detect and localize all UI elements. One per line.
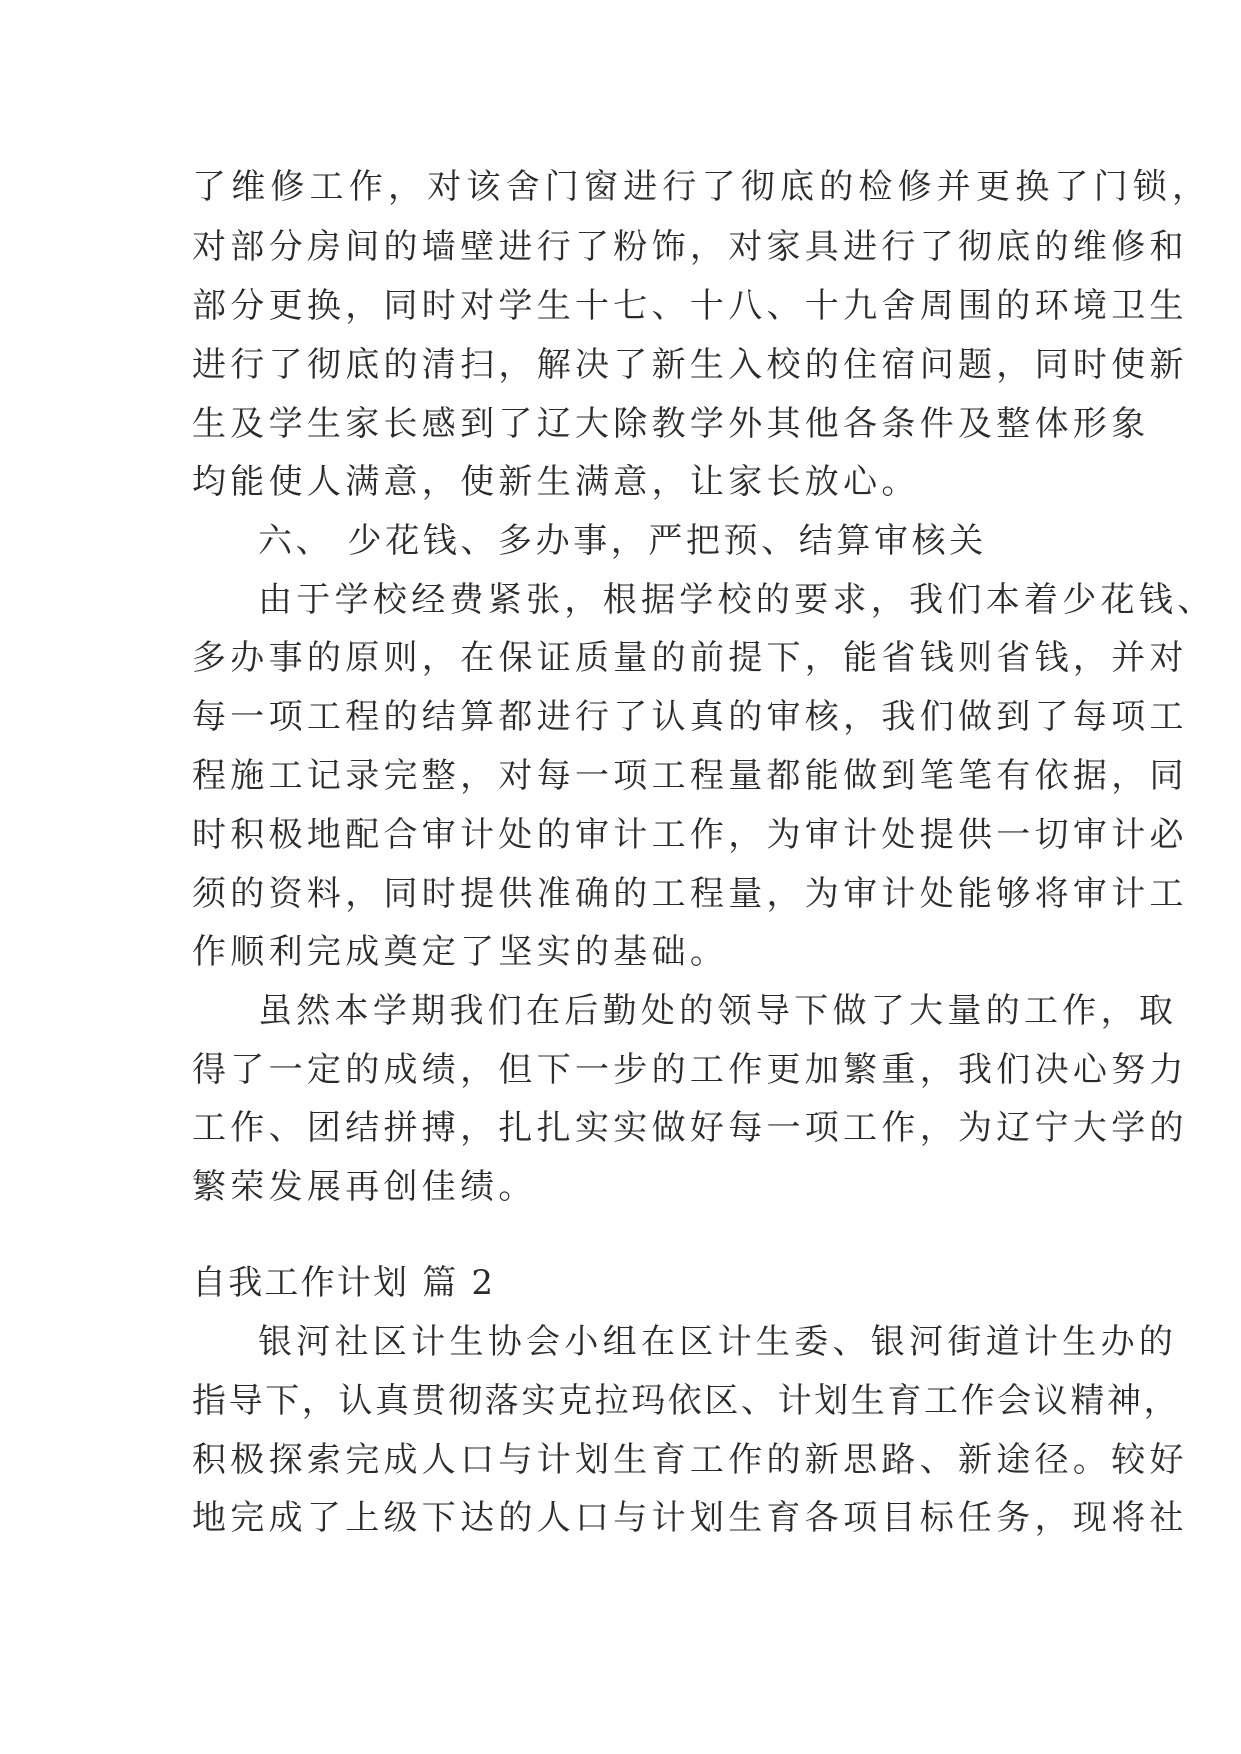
paragraph-line: 指导下，认真贯彻落实克拉玛依区、计划生育工作会议精神， [192,1381,1181,1421]
paragraph-line: 时积极地配合审计处的审计工作，为审计处提供一切审计必 [192,815,1188,855]
paragraph-line: 了维修工作，对该舍门窗进行了彻底的检修并更换了门锁， [192,167,1212,207]
paragraph-line: 对部分房间的墙壁进行了粉饰，对家具进行了彻底的维修和 [192,227,1188,267]
paragraph-line: 得了一定的成绩，但下一步的工作更加繁重，我们决心努力 [192,1050,1188,1090]
paragraph-line: 部分更换，同时对学生十七、十八、十九舍周围的环境卫生 [192,286,1188,326]
section-heading: 六、 少花钱、多办事，严把预、结算审核关 [258,521,987,561]
paragraph-line: 多办事的原则，在保证质量的前提下，能省钱则省钱，并对 [192,638,1188,678]
paragraph-line: 虽然本学期我们在后勤处的领导下做了大量的工作，取 [258,991,1178,1031]
paragraph-line: 由于学校经费紧张，根据学校的要求，我们本着少花钱、 [258,580,1216,620]
paragraph-line: 地完成了上级下达的人口与计划生育各项目标任务，现将社 [192,1498,1188,1538]
paragraph-line: 银河社区计生协会小组在区计生委、银河街道计生办的 [258,1322,1178,1362]
paragraph-line: 繁荣发展再创佳绩。 [192,1167,537,1207]
paragraph-line: 程施工记录完整，对每一项工程量都能做到笔笔有依据，同 [192,756,1188,796]
paragraph-line: 生及学生家长感到了辽大除教学外其他各条件及整体形象 [192,404,1150,444]
paragraph-line: 工作、团结拼搏，扎扎实实做好每一项工作，为辽宁大学的 [192,1108,1188,1148]
paragraph-line: 每一项工程的结算都进行了认真的审核，我们做到了每项工 [192,697,1188,737]
paragraph-line: 作顺利完成奠定了坚实的基础。 [192,932,729,972]
article-heading: 自我工作计划 篇 2 [192,1263,496,1303]
paragraph-line: 积极探索完成人口与计划生育工作的新思路、新途径。较好 [192,1440,1188,1480]
paragraph-line: 均能使人满意，使新生满意，让家长放心。 [192,462,920,502]
paragraph-line: 须的资料，同时提供准确的工程量，为审计处能够将审计工 [192,874,1188,914]
paragraph-line: 进行了彻底的清扫，解决了新生入校的住宿问题，同时使新 [192,345,1188,385]
